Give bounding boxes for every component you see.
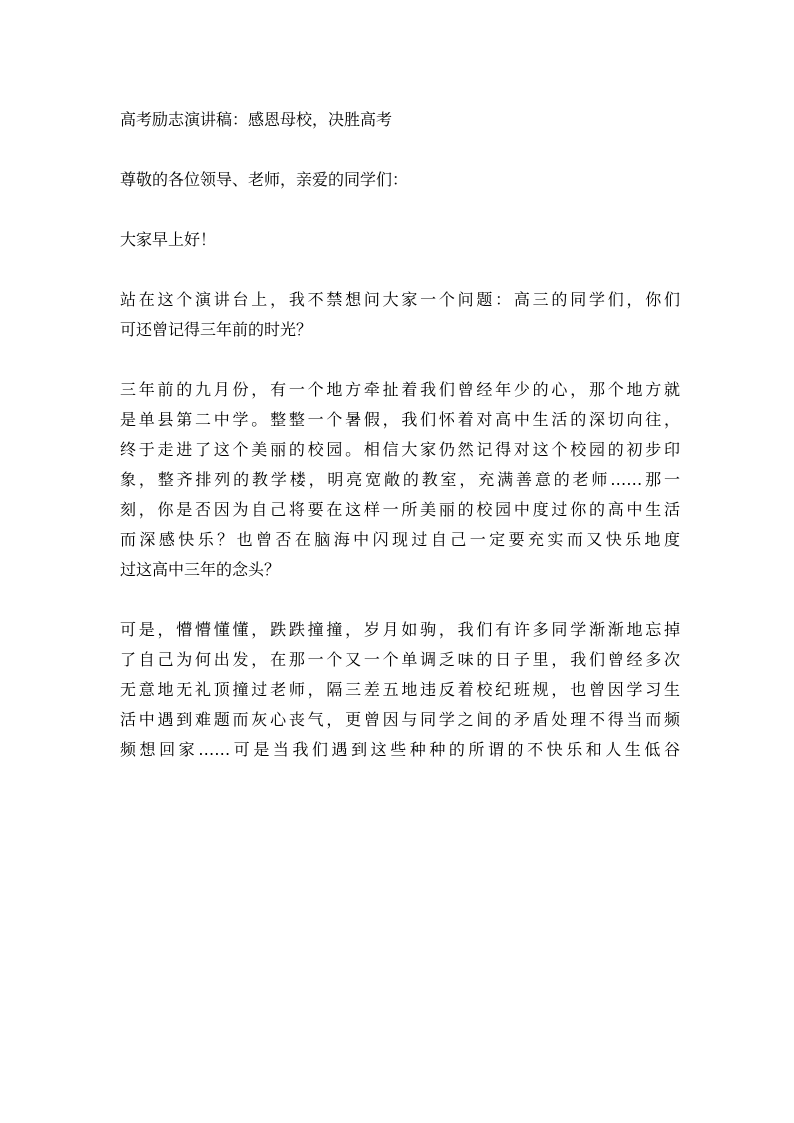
- paragraph-spacer: [120, 585, 680, 615]
- paragraph-line: 频想回家……可是当我们遇到这些种种的所谓的不快乐和人生低谷: [120, 740, 680, 759]
- paragraph-line: 站在这个演讲台上，我不禁想问大家一个问题：高三的同学们，你们: [120, 290, 680, 309]
- paragraph-line: 无意地无礼顶撞过老师，隔三差五地违反着校纪班规，也曾因学习生: [120, 680, 680, 699]
- paragraph: [120, 285, 680, 345]
- paragraph-line: 终于走进了这个美丽的校园。相信大家仍然记得对这个校园的初步印: [120, 440, 680, 459]
- paragraph-spacer: [120, 345, 680, 375]
- salutation-line: 尊敬的各位领导、老师，亲爱的同学们：: [120, 170, 409, 189]
- paragraph-line: 而深感快乐？也曾否在脑海中闪现过自己一定要充实而又快乐地度: [120, 530, 680, 549]
- document-title: 高考励志演讲稿：感恩母校，决胜高考: [120, 110, 393, 129]
- paragraph-spacer: [120, 255, 680, 285]
- paragraph-line: 是单县第二中学。整整一个暑假，我们怀着对高中生活的深切向往，: [120, 410, 680, 429]
- paragraph-line: 可是，懵懵懂懂，跌跌撞撞，岁月如驹，我们有许多同学渐渐地忘掉: [120, 620, 680, 639]
- paragraph: [120, 375, 680, 585]
- paragraph-line: 可还曾记得三年前的时光？: [120, 320, 313, 339]
- paragraph: [120, 615, 680, 765]
- paragraph-line: 了自己为何出发，在那一个又一个单调乏味的日子里，我们曾经多次: [120, 650, 680, 669]
- paragraph-line: 象，整齐排列的教学楼，明亮宽敞的教室，充满善意的老师……那一: [120, 470, 680, 489]
- document-body: [120, 105, 680, 765]
- paragraph-line: 三年前的九月份，有一个地方牵扯着我们曾经年少的心，那个地方就: [120, 380, 680, 399]
- greeting-line: 大家早上好！: [120, 230, 217, 249]
- paragraph-spacer: [120, 135, 680, 165]
- paragraph-line: 过这高中三年的念头？: [120, 560, 281, 579]
- paragraph-line: 刻，你是否因为自己将要在这样一所美丽的校园中度过你的高中生活: [120, 500, 680, 519]
- paragraph-line: 活中遇到难题而灰心丧气，更曾因与同学之间的矛盾处理不得当而频: [120, 710, 680, 729]
- paragraph-spacer: [120, 195, 680, 225]
